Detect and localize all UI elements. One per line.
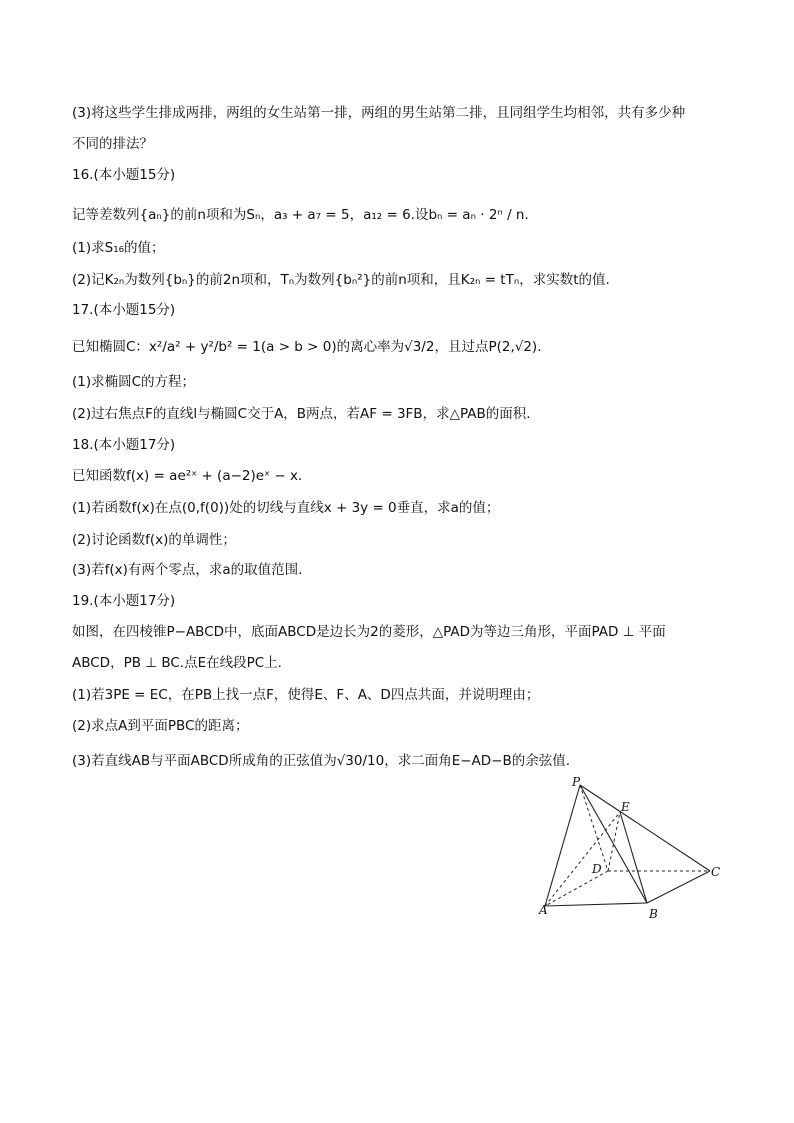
q18-part1: (1)若函数f(x)在点(0,f(0))处的切线与直线x + 3y = 0垂直，求a的值； [72, 500, 500, 516]
label-b: B [649, 907, 658, 921]
q17-part2: (2)过右焦点F的直线l与椭圆C交于A，B两点，若AF = 3FB，求△PAB的面积. [72, 406, 531, 422]
label-c: C [711, 865, 721, 879]
q19-heading: 19.(本小题17分) [72, 593, 176, 609]
pyramid-figure [530, 775, 730, 925]
q17-heading: 17.(本小题15分) [72, 302, 176, 318]
label-d: D [592, 862, 602, 876]
q16-part2: (2)记K₂ₙ为数列{bₙ}的前2n项和，Tₙ为数列{bₙ²}的前n项和，且K₂ₙ = tTₙ，求实数t的值. [72, 272, 610, 288]
q19-part1: (1)若3PE = EC，在PB上找一点F，使得E、F、A、D四点共面，并说明理由； [72, 687, 540, 703]
q16-heading: 16.(本小题15分) [72, 167, 176, 183]
q16-stem: 记等差数列{aₙ}的前n项和为Sₙ，a₃ + a₇ = 5，a₁₂ = 6.设bₙ = aₙ · 2ⁿ / n. [72, 207, 529, 223]
label-p: P [572, 775, 581, 789]
q16-part1: (1)求S₁₆的值； [72, 240, 165, 256]
q18-heading: 18.(本小题17分) [72, 437, 176, 453]
q15-part3-line1: (3)将这些学生排成两排，两组的女生站第一排，两组的男生站第二排，且同组学生均相邻，共有多少种 [72, 105, 686, 121]
edge-pc [580, 785, 710, 871]
q19-stem-line1: 如图，在四棱锥P−ABCD中，底面ABCD是边长为2的菱形，△PAD为等边三角形，平面PAD ⊥ 平面 [72, 624, 666, 640]
edge-bc [647, 871, 710, 903]
q17-part1: (1)求椭圆C的方程； [72, 374, 196, 390]
edge-de [608, 812, 620, 871]
edge-ab [545, 903, 647, 906]
edge-ad [545, 871, 608, 906]
q19-part2: (2)求点A到平面PBC的距离； [72, 718, 249, 734]
q18-part2: (2)讨论函数f(x)的单调性； [72, 532, 236, 548]
q19-part3: (3)若直线AB与平面ABCD所成角的正弦值为√30/10，求二面角E−AD−B的余弦值. [72, 753, 571, 769]
label-a: A [539, 903, 548, 917]
q15-part3-line2: 不同的排法？ [72, 136, 153, 152]
edge-pb [580, 785, 647, 903]
q17-stem: 已知椭圆C：x²/a² + y²/b² = 1(a > b > 0)的离心率为√3/2，且过点P(2,√2). [72, 339, 542, 355]
edge-ae [545, 812, 620, 906]
label-e: E [621, 800, 630, 814]
edge-eb [620, 812, 647, 903]
q18-part3: (3)若f(x)有两个零点，求a的取值范围. [72, 562, 303, 578]
edge-pa [545, 785, 580, 906]
vertex-labels [538, 775, 720, 921]
q18-stem: 已知函数f(x) = ae²ˣ + (a−2)eˣ − x. [72, 468, 303, 484]
q19-stem-line2: ABCD，PB ⊥ BC.点E在线段PC上. [72, 655, 282, 671]
